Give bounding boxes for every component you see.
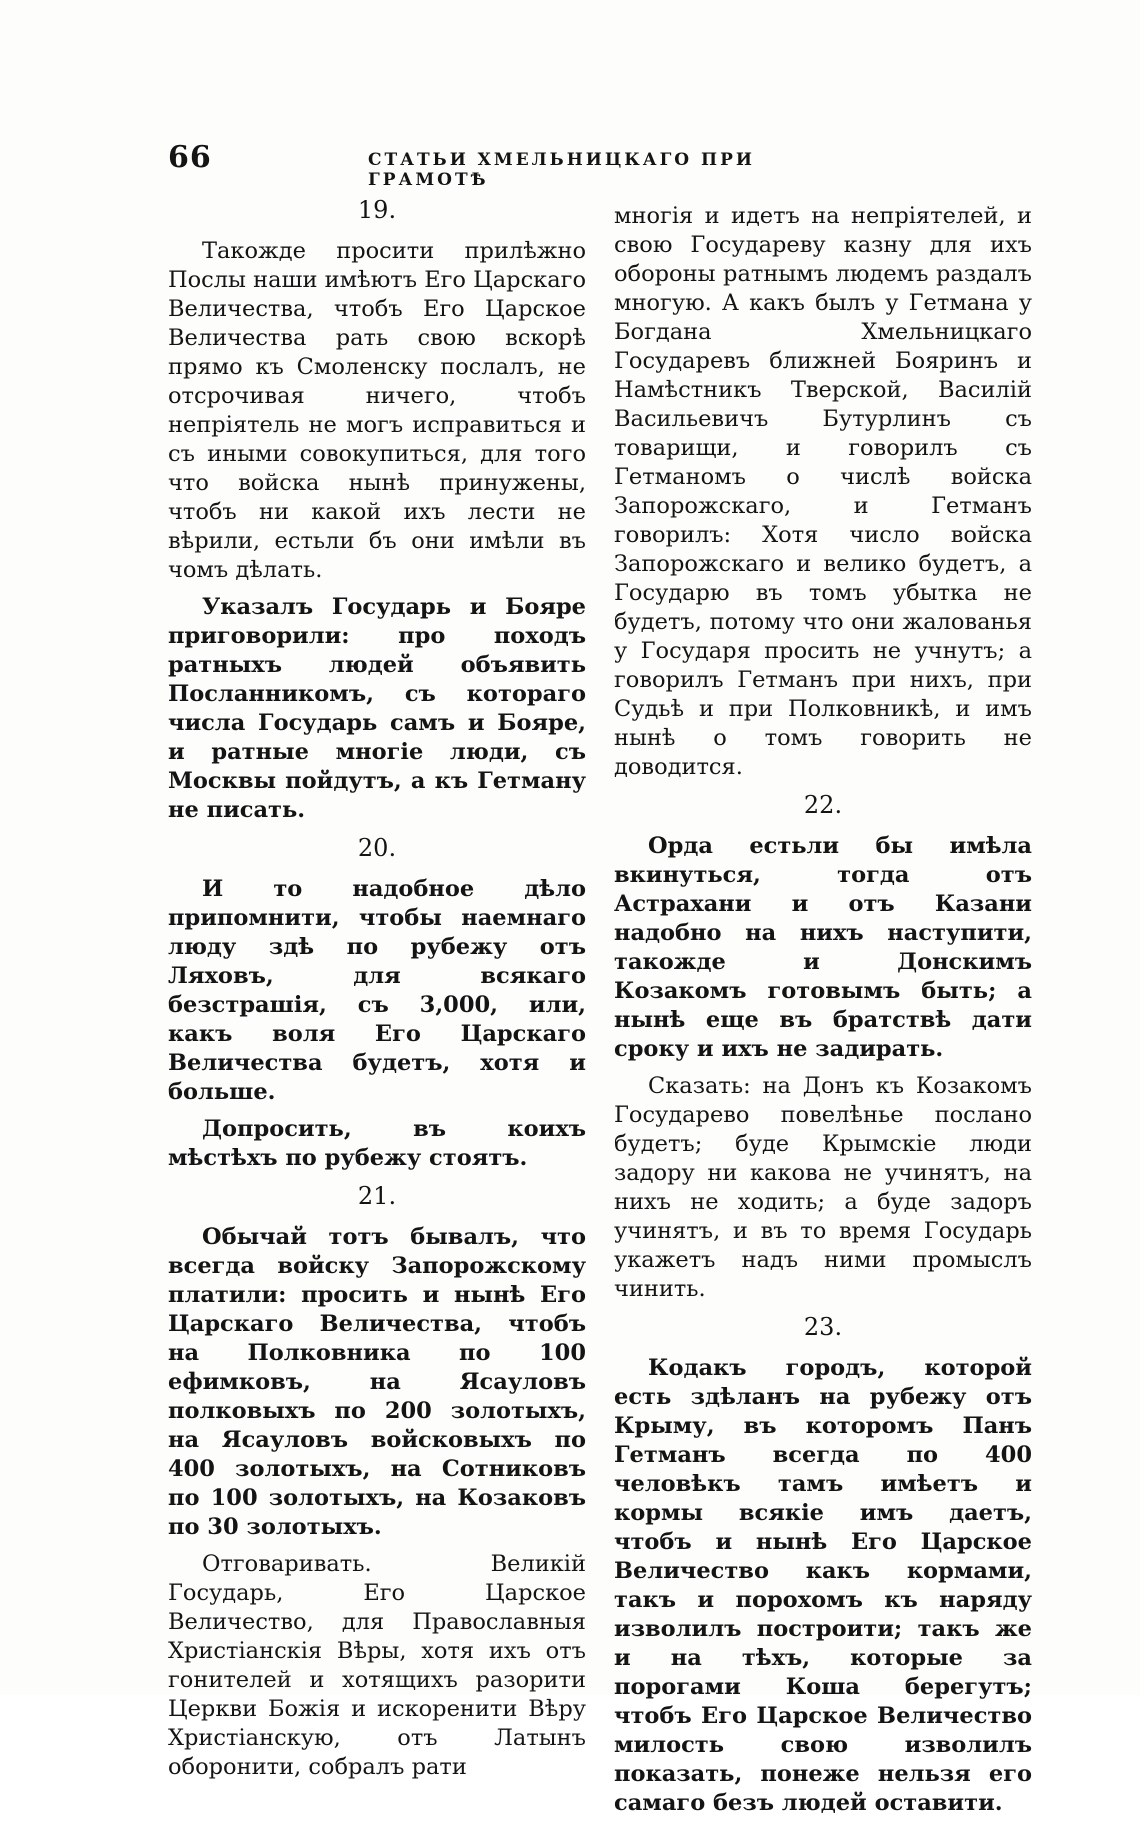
article-23-text: Кодакъ городъ, которой есть здѣланъ на рубежу отъ Крыму, въ которомъ Панъ Гетманъ всегда по 400 человѣкъ тамъ имѣетъ и кормы всякіе имъ даетъ, чтобъ и нынѣ Его Царское Величество какъ кормами, такъ и порохомъ къ наряду изволилъ построити; такъ же и на тѣхъ, которые за порогами Коша берегутъ; чтобъ Его Царское Величество милость свою изволилъ показать, понеже нельзя его самаго безъ людей оставити. <box>614 1355 1032 1816</box>
article-21-number: 21. <box>357 1182 397 1210</box>
article-23-number: 23. <box>803 1313 843 1341</box>
article-22-text: Орда естьли бы имѣла вкинуться, тогда отъ Астрахани и отъ Казани надобно на нихъ наступити, такожде и Донскимъ Козакомъ готовымъ быть; а нынѣ еще въ братствѣ дати сроку и ихъ не задирать. <box>614 833 1032 1062</box>
article-20-text: И то надобное дѣло припомнити, чтобы наемнаго люду здѣ по рубежу отъ Ляховъ, для всякаго безстрашія, съ 3,000, или, какъ воля Его Царскаго Величества будетъ, хотя и больше. <box>168 876 586 1105</box>
article-19-reply: Указалъ Государь и Бояре приговорили: про походъ ратныхъ людей объявить Посланникомъ, съ котораго числа Государь самъ и Бояре, и ратные многіе люди, съ Москвы пойдутъ, а къ Гетману не писать. <box>168 594 586 823</box>
article-21-reply-continued: многія и идетъ на непріятелей, и свою Государеву казну для ихъ обороны ратнымъ людемъ раздалъ многую. А какъ былъ у Гетмана у Богдана Хмельницкаго Государевъ ближней Бояринъ и Намѣстникъ Тверской, Василій Васильевичъ Бутурлинъ съ товарищи, и говорилъ съ Гетманомъ о числѣ войска Запорожскаго, и Гетманъ говорилъ: Хотя число войска Запорожскаго и велико будетъ, а Государю въ томъ убытка не будетъ, потому что они жалованья у Государя просить не учнутъ; а говорилъ Гетманъ при нихъ, при Судьѣ и при Полковникѣ, и имъ нынѣ о томъ говорить не доводится. <box>614 203 1032 780</box>
article-19-number: 19. <box>357 196 397 224</box>
article-22-number: 22. <box>803 791 843 819</box>
right-column <box>614 202 1032 1826</box>
article-20-number: 20. <box>357 834 397 862</box>
article-20-reply: Допросить, въ коихъ мѣстѣхъ по рубежу стоятъ. <box>168 1116 586 1171</box>
running-head: СТАТЬИ ХМЕЛЬНИЦКАГО ПРИ ГРАМОТѢ <box>368 150 755 190</box>
article-21-reply-start: Отговаривать. Великій Государь, Его Царское Величество, для Православныя Христіанскія Вѣры, хотя ихъ отъ гонителей и хотящихъ разорити Церкви Божія и искоренити Вѣру Христіанскую, отъ Латынъ оборонити, собралъ рати <box>168 1551 586 1780</box>
page-header <box>168 140 818 190</box>
article-21-text: Обычай тотъ бывалъ, что всегда войску Запорожскому платили: просить и нынѣ Его Царскаго Величества, чтобъ на Полковника по 100 ефимковъ, на Ясауловъ полковыхъ по 200 золотыхъ, на Ясауловъ войсковыхъ по 400 золотыхъ, на Сотниковъ по 100 золотыхъ, на Козаковъ по 30 золотыхъ. <box>168 1224 586 1540</box>
page-number: 66 <box>168 140 212 175</box>
article-22-reply: Сказать: на Донъ къ Козакомъ Государево повелѣнье послано будетъ; буде Крымскіе люди задору ни какова не учинятъ, на нихъ не ходить; а буде задоръ учинятъ, и въ то время Государь укажетъ надъ ними промыслъ чинить. <box>614 1073 1032 1302</box>
left-column <box>168 195 586 1790</box>
article-19-text: Такожде просити прилѣжно Послы наши имѣютъ Его Царскаго Величества, чтобъ Его Царское Величества рать свою вскорѣ прямо къ Смоленску послалъ, не отсрочивая ничего, чтобъ непріятель не могъ исправиться и съ иными совокупиться, для того что войска нынѣ принужены, чтобъ ни какой ихъ лести не вѣрили, естьли бъ они имѣли въ чомъ дѣлать. <box>168 238 586 583</box>
